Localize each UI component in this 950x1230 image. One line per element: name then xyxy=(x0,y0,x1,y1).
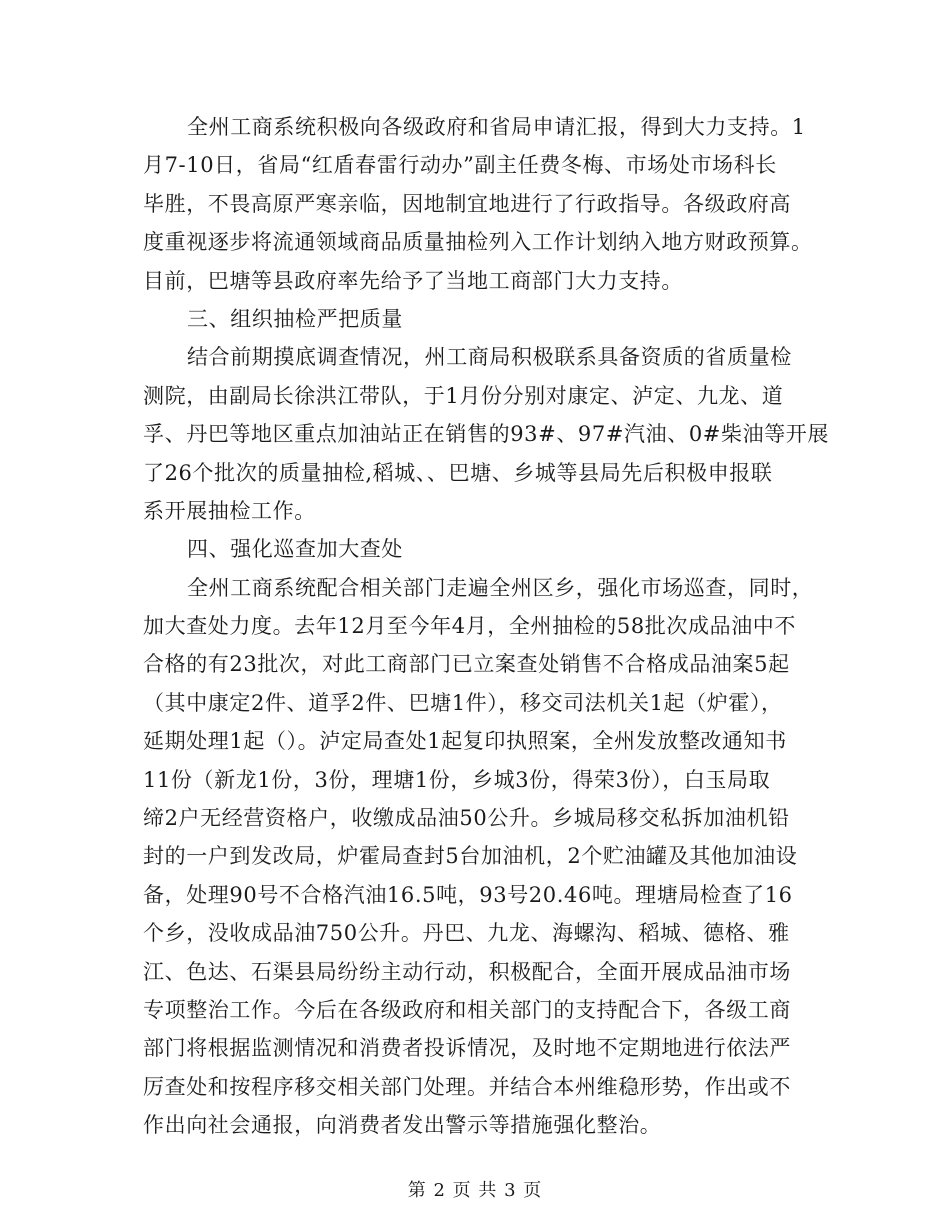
text-line: 三、组织抽检严把质量 xyxy=(187,306,403,331)
text-line: 专项整治工作。今后在各级政府和相关部门的支持配合下，各级工商 xyxy=(143,997,791,1022)
text-line: （其中康定2件、道孚2件、巴塘1件），移交司法机关1起（炉霍）， xyxy=(143,690,783,715)
text-line: 孚、丹巴等地区重点加油站正在销售的93#、97#汽油、0#柴油等开展 xyxy=(143,422,829,447)
text-line: 月7-10日，省局“红盾春雷行动办”副主任费冬梅、市场处市场科长 xyxy=(143,153,777,178)
text-line: 全州工商系统积极向各级政府和省局申请汇报，得到大力支持。1 xyxy=(187,115,806,139)
page-number-footer: 第 2 页 共 3 页 xyxy=(407,1180,543,1201)
text-line: 四、强化巡查加大查处 xyxy=(187,537,403,562)
text-line: 全州工商系统配合相关部门走遍全州区乡，强化市场巡查，同时， xyxy=(187,575,814,600)
text-line: 合格的有23批次，对此工商部门已立案查处销售不合格成品油案5起 xyxy=(143,652,790,677)
text-line: 厉查处和按程序移交相关部门处理。并结合本州维稳形势，作出或不 xyxy=(143,1074,791,1099)
document-body xyxy=(143,108,829,1145)
text-line: 了26个批次的质量抽检,稻城、、巴塘、乡城等县局先后积极申报联 xyxy=(143,460,773,485)
text-line: 系开展抽检工作。 xyxy=(143,498,316,523)
text-line: 加大查处力度。去年12月至今年4月，全州抽检的58批次成品油中不 xyxy=(143,614,797,639)
text-line: 部门将根据监测情况和消费者投诉情况，及时地不定期地进行依法严 xyxy=(143,1036,791,1061)
text-line: 结合前期摸底调查情况，州工商局积极联系具备资质的省质量检 xyxy=(187,345,792,370)
text-line: 目前，巴塘等县政府率先给予了当地工商部门大力支持。 xyxy=(143,268,683,293)
text-line: 度重视逐步将流通领域商品质量抽检列入工作计划纳入地方财政预算。 xyxy=(143,230,813,255)
text-line: 测院，由副局长徐洪江带队，于1月份分别对康定、泸定、九龙、道 xyxy=(143,383,784,408)
text-line: 个乡，没收成品油750公升。丹巴、九龙、海螺沟、稻城、德格、雅 xyxy=(143,921,790,946)
text-line: 延期处理1起（）。泸定局查处1起复印执照案，全州发放整改通知书 xyxy=(143,729,787,754)
text-line: 11份（新龙1份，3份，理塘1份，乡城3份，得荣3份），白玉局取 xyxy=(143,767,771,792)
text-line: 江、色达、石渠县局纷纷主动行动，积极配合，全面开展成品油市场 xyxy=(143,959,791,984)
text-line: 缔2户无经营资格户，收缴成品油50公升。乡城局移交私拆加油机铅 xyxy=(143,806,790,831)
text-line: 备，处理90号不合格汽油16.5吨，93号20.46吨。理塘局检查了16 xyxy=(143,882,793,907)
text-line: 作出向社会通报，向消费者发出警示等措施强化整治。 xyxy=(143,1113,662,1138)
text-line: 封的一户到发改局，炉霍局查封5台加油机，2个贮油罐及其他加油设 xyxy=(143,844,798,869)
text-line: 毕胜，不畏高原严寒亲临，因地制宜地进行了行政指导。各级政府高 xyxy=(143,191,791,216)
